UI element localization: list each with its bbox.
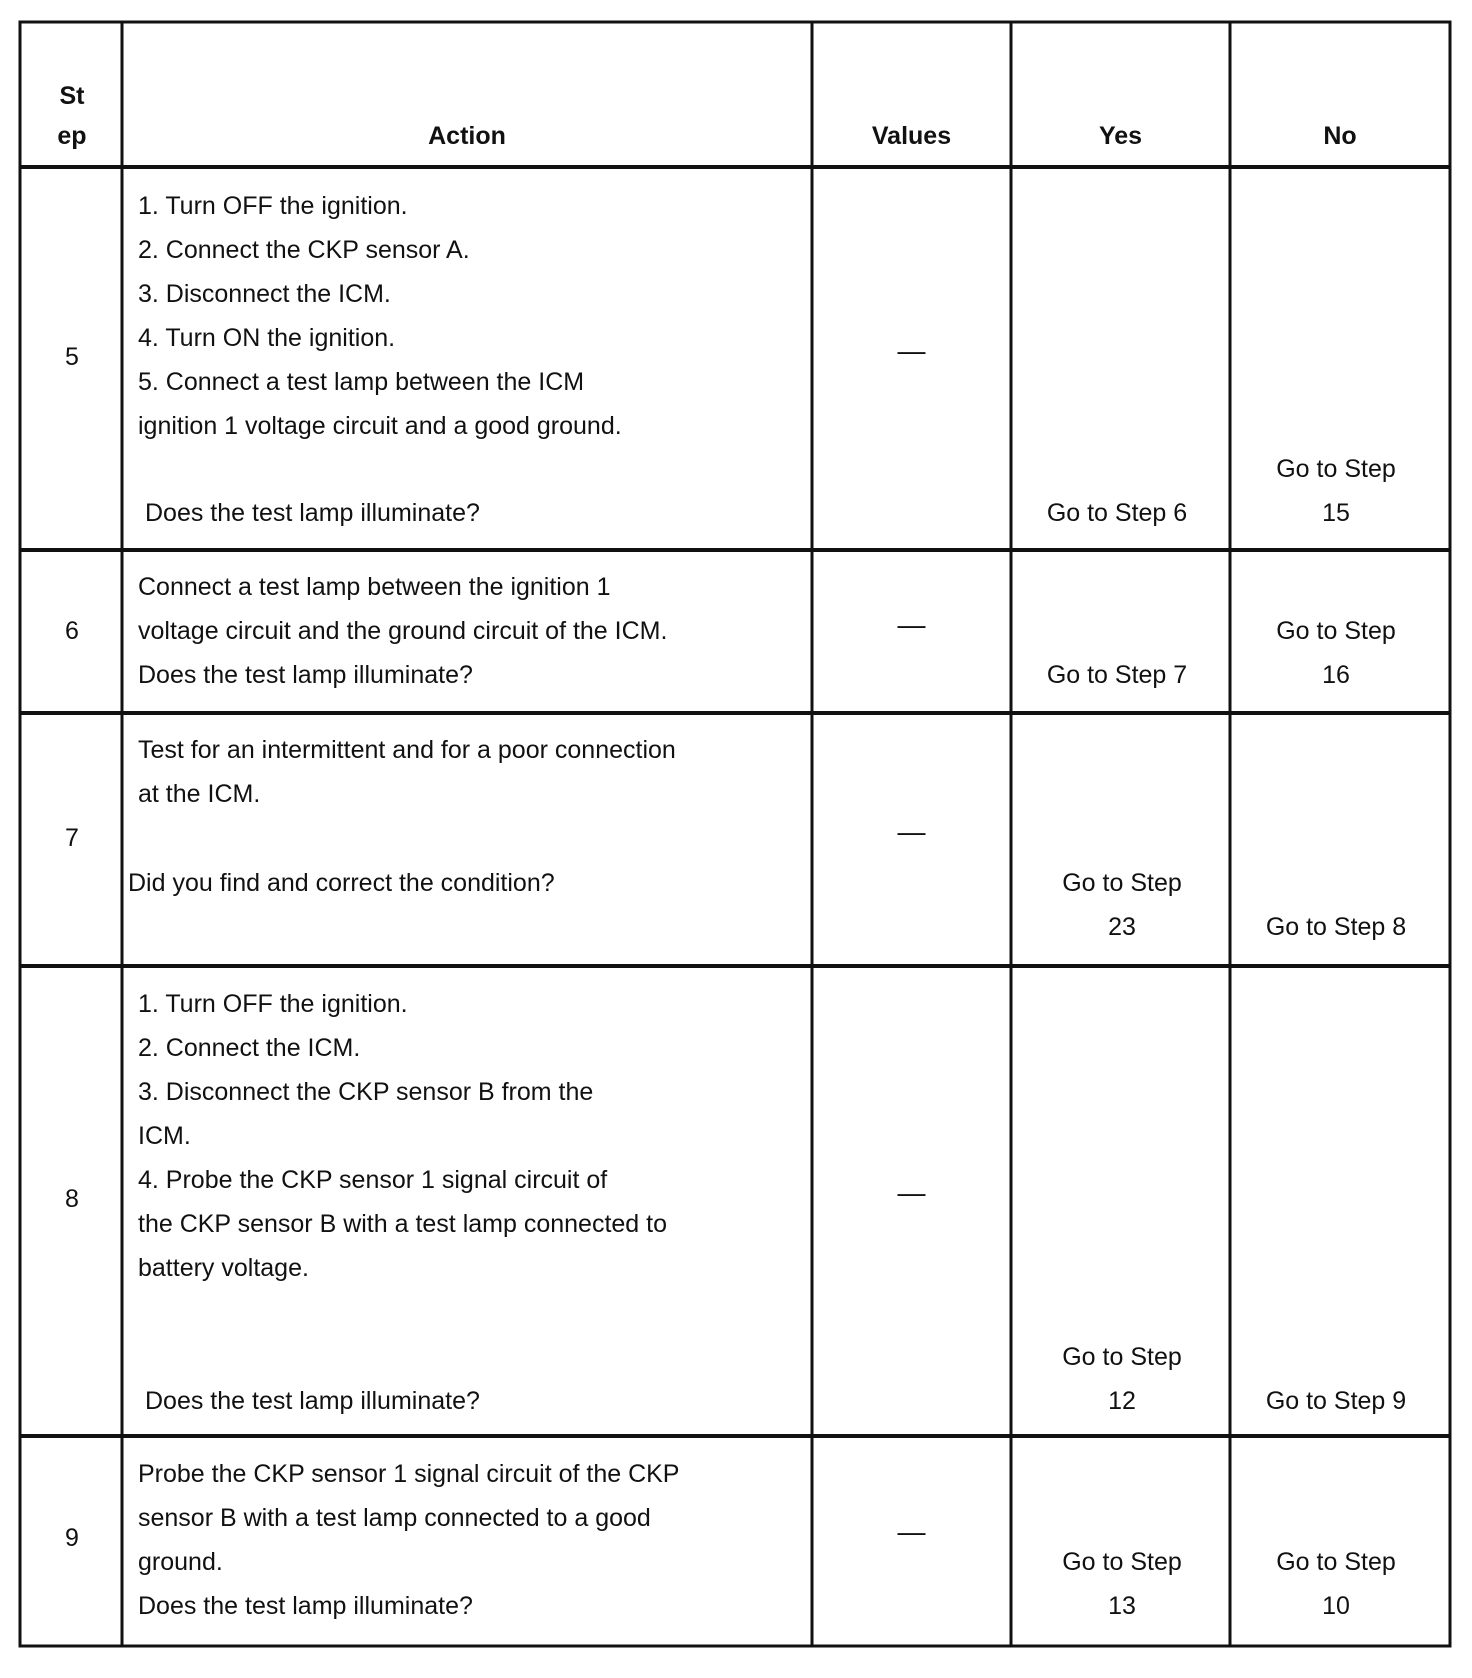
action-line: Connect a test lamp between the ignition 1 [138,573,611,601]
no-target [1230,609,1442,697]
value-dash: — [897,609,926,640]
yes-target-line: Go to Step [1062,869,1182,897]
action-text [138,1452,679,1628]
yes-target-line: 12 [1108,1387,1136,1415]
no-target: Go to Step 9 [1265,1387,1407,1415]
action-line: Test for an intermittent and for a poor connection [138,736,676,764]
no-target: Go to Step 8 [1265,913,1407,941]
action-line: 1. Turn OFF the ignition. [138,192,408,220]
action-line: 2. Connect the CKP sensor A. [138,236,470,264]
action-line: 1. Turn OFF the ignition. [138,990,408,1018]
no-target-line: Go to Step [1276,617,1396,645]
step-number: 5 [65,343,79,371]
action-text [138,982,667,1290]
action-line: Probe the CKP sensor 1 signal circuit of the CKP [138,1460,680,1488]
no-target-line: Go to Step [1276,455,1396,483]
action-line: 2. Connect the ICM. [138,1034,361,1062]
action-text [138,184,622,448]
header-no: No [1323,122,1357,150]
action-line: at the ICM. [138,780,261,808]
action-line: Does the test lamp illuminate? [138,1592,473,1620]
yes-target [1011,861,1233,949]
no-target-line: 16 [1322,661,1350,689]
action-text [138,565,667,697]
step-number: 8 [65,1185,79,1213]
header-yes: Yes [1098,122,1143,150]
action-line: Does the test lamp illuminate? [138,661,473,689]
header-values: Values [871,122,952,150]
no-target [1230,1540,1442,1628]
no-target-line: 15 [1322,499,1350,527]
action-line: ignition 1 voltage circuit and a good ground. [138,412,622,440]
value-dash: — [897,335,926,366]
value-dash: — [897,1177,926,1208]
action-line: the CKP sensor B with a test lamp connected to [138,1210,667,1238]
action-question: Does the test lamp illuminate? [145,499,480,527]
yes-target-line: Go to Step [1062,1343,1182,1371]
yes-target [1011,1540,1233,1628]
header-step-line2: ep [57,122,87,150]
step-number: 7 [65,824,79,852]
action-line: 3. Disconnect the ICM. [138,280,391,308]
action-line: 5. Connect a test lamp between the ICM [138,368,585,396]
yes-target-line: 23 [1108,913,1136,941]
action-line: 4. Probe the CKP sensor 1 signal circuit of [138,1166,608,1194]
action-text [138,728,676,816]
yes-target-line: 13 [1108,1592,1136,1620]
no-target [1230,447,1442,535]
action-line: 4. Turn ON the ignition. [138,324,396,352]
action-line: 3. Disconnect the CKP sensor B from the [138,1078,594,1106]
action-line: ICM. [138,1122,191,1150]
action-question: Does the test lamp illuminate? [145,1387,480,1415]
value-dash: — [897,1516,926,1547]
no-target-line: 10 [1322,1592,1350,1620]
yes-target: Go to Step 7 [1046,661,1188,689]
header-step [22,76,122,156]
action-line: sensor B with a test lamp connected to a good [138,1504,651,1532]
step-number: 6 [65,617,79,645]
action-line: ground. [138,1548,223,1576]
yes-target [1011,1335,1233,1423]
no-target-line: Go to Step [1276,1548,1396,1576]
value-dash: — [897,816,926,847]
header-step-line1: St [59,82,85,110]
yes-target: Go to Step 6 [1046,499,1188,527]
yes-target-line: Go to Step [1062,1548,1182,1576]
action-line: voltage circuit and the ground circuit of the ICM. [138,617,668,645]
action-line: battery voltage. [138,1254,309,1282]
header-action: Action [428,122,506,150]
action-question: Did you find and correct the condition? [128,869,555,897]
step-number: 9 [65,1524,79,1552]
